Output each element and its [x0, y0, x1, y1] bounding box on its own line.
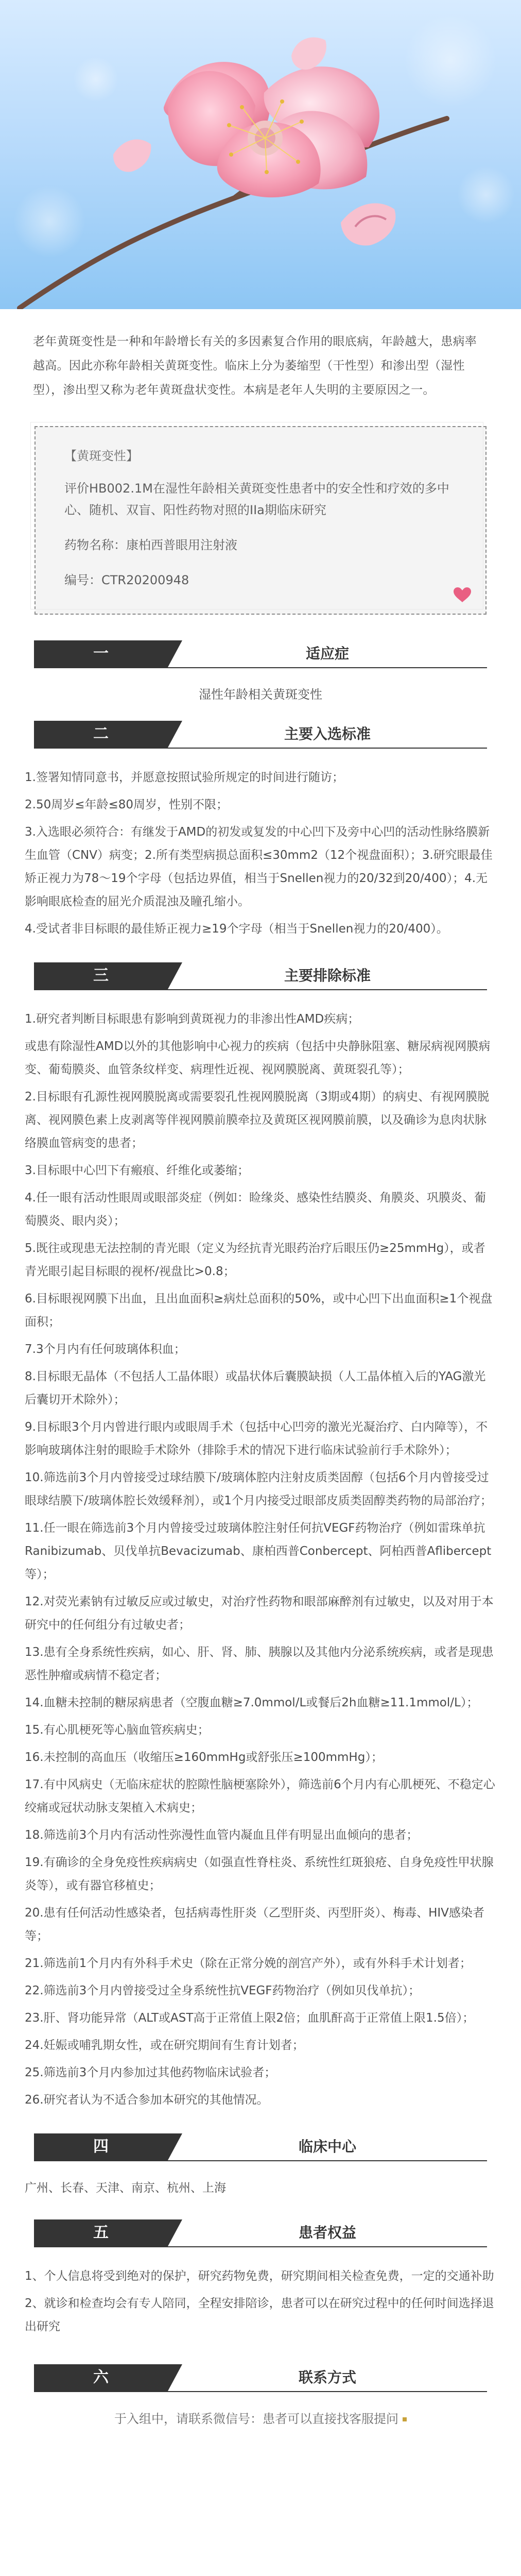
exclusion-list [0, 1008, 521, 2112]
list-item: 22.筛选前3个月内曾接受过全身系统性抗VEGF药物治疗（例如贝伐单抗）； [25, 1984, 421, 1997]
indication-text: 湿性年龄相关黄斑变性 [199, 687, 322, 702]
contact-message: 于入组中，请联系微信号：患者可以直接找客服提问 [114, 2412, 398, 2426]
dot-icon [403, 2417, 407, 2421]
list-item: 19.有确诊的全身免疫性疾病病史（如强直性脊柱炎、系统性红斑狼疮、自身免疫性甲状腺炎等），或有器官移植史； [25, 1856, 494, 1892]
intro-section [0, 309, 521, 402]
contact-text [0, 2409, 521, 2429]
hero-image [0, 0, 521, 309]
list-item: 7.3个月内有任何玻璃体积血； [25, 1343, 186, 1356]
list-item: 2.目标眼有孔源性视网膜脱离或需要裂孔性视网膜脱离（3期或4期）的病史、有视网膜脱离、视网膜色素上皮剥离等伴视网膜前膜牵拉及黄斑区视网膜前膜，以及确诊为息肉状脉络膜血管病变的患者； [25, 1090, 490, 1150]
list-item: 4.受试者非目标眼的最佳矫正视力≥19个字母（相当于Snellen视力的20/400）。 [25, 922, 448, 936]
heart-icon [453, 587, 472, 603]
list-item: 8.目标眼无晶体（不包括人工晶体眼）或晶状体后囊膜缺损（人工晶体植入后的YAG激光后囊切开术除外）； [25, 1370, 486, 1406]
study-code: 编号：CTR20200948 [64, 573, 189, 587]
list-item: 26.研究者认为不适合参加本研究的其他情况。 [25, 2093, 269, 2107]
section-number: 三 [34, 962, 168, 989]
section-number: 六 [34, 2364, 168, 2391]
list-item: 25.筛选前3个月内参加过其他药物临床试验者； [25, 2066, 276, 2079]
flower-illustration [0, 0, 521, 309]
list-item: 15.有心肌梗死等心脑血管疾病史； [25, 1723, 210, 1737]
section-label: 主要入选标准 [284, 725, 371, 742]
inclusion-list [0, 766, 521, 941]
list-item: 14.血糖未控制的糖尿病患者（空腹血糖≥7.0mmol/L或餐后2h血糖≥11.1mmol/L）； [25, 1696, 479, 1709]
section-indication [34, 640, 487, 668]
list-item: 13.患有全身系统性疾病，如心、肝、肾、肺、胰腺以及其他内分泌系统疾病，或者是现患恶性肿瘤或病情不稳定者； [25, 1646, 494, 1682]
list-item: 12.对荧光素钠有过敏反应或过敏史，对治疗性药物和眼部麻醉剂有过敏史，以及对用于本研究中的任何组分有过敏史者； [25, 1595, 494, 1632]
list-item: 2.50周岁≤年龄≤80周岁，性别不限； [25, 798, 229, 811]
section-rights [34, 2219, 487, 2247]
study-card [34, 426, 487, 615]
section-label: 临床中心 [298, 2138, 356, 2155]
section-label: 联系方式 [298, 2369, 356, 2386]
study-category: 【黄斑变性】 [64, 449, 138, 463]
list-item: 6.目标眼视网膜下出血，且出血面积≥病灶总面积的50%，或中心凹下出血面积≥1个视盘面积； [25, 1292, 493, 1329]
list-item: 9.目标眼3个月内曾进行眼内或眼周手术（包括中心凹旁的激光光凝治疗、白内障等），不影响玻璃体注射的眼睑手术除外（排除手术的情况下进行临床试验前行手术除外）； [25, 1420, 488, 1457]
list-item: 11.任一眼在筛选前3个月内曾接受过玻璃体腔注射任何抗VEGF药物治疗（例如雷珠单抗Ranibizumab、贝伐单抗Bevacizumab、康柏西普Conbercept、阿柏西普Aflibercept等）； [25, 1521, 492, 1581]
list-item: 或患有除湿性AMD以外的其他影响中心视力的疾病（包括中央静脉阻塞、糖尿病视网膜病变、葡萄膜炎、血管条纹样变、病理性近视、视网膜脱离、黄斑裂孔等）； [25, 1040, 491, 1076]
center-text: 广州、长春、天津、南京、杭州、上海 [25, 2181, 226, 2195]
list-item: 10.筛选前3个月内曾接受过球结膜下/玻璃体腔内注射皮质类固醇（包括6个月内曾接受过眼球结膜下/玻璃体腔长效缓释剂），或1个月内接受过眼部皮质类固醇类药物的局部治疗； [25, 1471, 492, 1507]
list-item: 20.患有任何活动性感染者，包括病毒性肝炎（乙型肝炎、丙型肝炎）、梅毒、HIV感染者等； [25, 1906, 484, 1943]
study-description: 评价HB002.1M在湿性年龄相关黄斑变性患者中的安全性和疗效的多中心、随机、双盲、阳性药物对照的IIa期临床研究 [64, 481, 449, 517]
section-label: 主要排除标准 [284, 967, 371, 984]
intro-text: 老年黄斑变性是一种和年龄增长有关的多因素复合作用的眼底病，年龄越大，患病率越高。因此亦称年龄相关黄斑变性。临床上分为萎缩型（干性型）和渗出型（湿性型），渗出型又称为老年黄斑盘状变性。本病是老年人失明的主要原因之一。 [33, 335, 477, 397]
list-item: 2、就诊和检查均会有专人陪同，全程安排陪诊，患者可以在研究过程中的任何时间选择退出研究 [25, 2297, 494, 2333]
section-centers [34, 2133, 487, 2161]
list-item: 18.筛选前3个月内有活动性弥漫性血管内凝血且伴有明显出血倾向的患者； [25, 1828, 419, 1842]
list-item: 1.研究者判断目标眼患有影响到黄斑视力的非渗出性AMD疾病； [25, 1012, 360, 1026]
list-item: 3.目标眼中心凹下有瘢痕、纤维化或萎缩； [25, 1164, 249, 1177]
section-number: 四 [34, 2133, 168, 2160]
list-item: 24.妊娠或哺乳期女性，或在研究期间有生育计划者； [25, 2039, 304, 2052]
section-contact [34, 2364, 487, 2392]
section-label: 适应症 [305, 645, 349, 662]
rights-list [0, 2265, 521, 2338]
section-inclusion [34, 721, 487, 749]
list-item: 4.任一眼有活动性眼周或眼部炎症（例如：睑缘炎、感染性结膜炎、角膜炎、巩膜炎、葡萄膜炎、眼内炎）； [25, 1191, 486, 1228]
list-item: 21.筛选前1个月内有外科手术史（除在正常分娩的剖宫产外），或有外科手术计划者； [25, 1957, 472, 1970]
section-label: 患者权益 [298, 2224, 356, 2241]
list-item: 3.入选眼必须符合：有继发于AMD的初发或复发的中心凹下及旁中心凹的活动性脉络膜新生血管（CNV）病变；2.所有类型病损总面积≤30mm2（12个视盘面积）；3.研究眼最佳矫正视力为78～19个字母（包括边界值，相当于Snellen视力的20/32到20/400）；4.无影响眼底检查的屈光介质混浊及瞳孔缩小。 [25, 825, 493, 908]
section-number: 五 [34, 2219, 168, 2246]
center-list [0, 2177, 521, 2200]
section-number: 二 [34, 721, 168, 748]
section-number: 一 [34, 640, 168, 667]
drug-name: 药物名称：康柏西普眼用注射液 [64, 538, 237, 552]
list-item: 17.有中风病史（无临床症状的腔隙性脑梗塞除外），筛选前6个月内有心肌梗死、不稳定心绞痛或冠状动脉支架植入术病史； [25, 1778, 495, 1815]
list-item: 1.签署知情同意书，并愿意按照试验所规定的时间进行随访； [25, 771, 344, 784]
list-item: 23.肝、肾功能异常（ALT或AST高于正常值上限2倍；血肌酐高于正常值上限1.5倍）； [25, 2011, 475, 2025]
list-item: 5.既往或现患无法控制的青光眼（定义为经抗青光眼药治疗后眼压仍≥25mmHg），或者青光眼引起目标眼的视杯/视盘比>0.8； [25, 1242, 485, 1278]
list-item: 16.未控制的高血压（收缩压≥160mmHg或舒张压≥100mmHg）； [25, 1751, 383, 1764]
list-item: 1、个人信息将受到绝对的保护，研究药物免费，研究期间相关检查免费，一定的交通补助 [25, 2269, 494, 2283]
section-exclusion [34, 962, 487, 990]
